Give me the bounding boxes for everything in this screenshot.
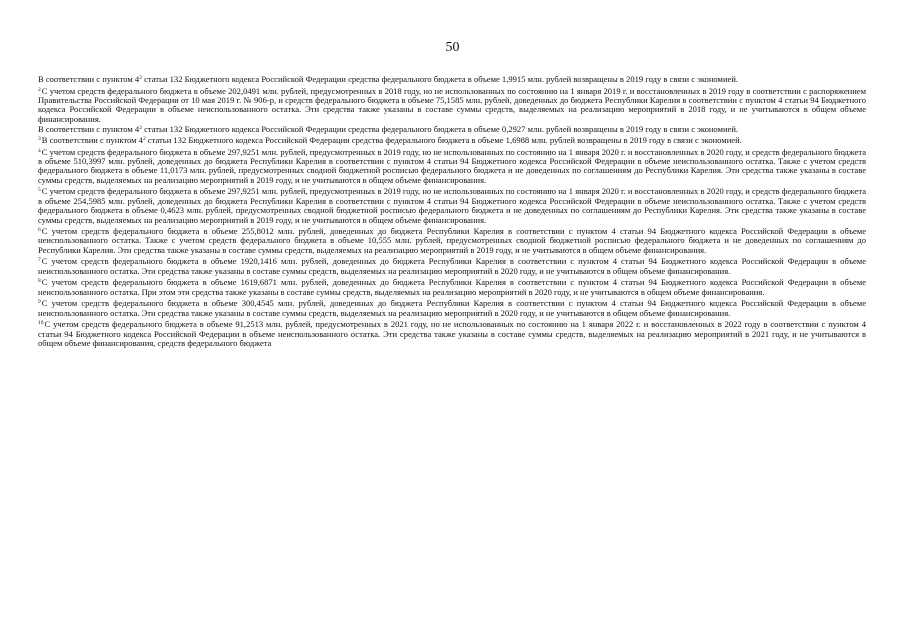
footnote-marker: 4 xyxy=(38,147,41,154)
paragraph: В соответствии с пунктом $4^2$ статьи 132 Бюджетного кодекса Российской Федерации средства федерального бюджета в объеме 0,2927 млн. рублей возвращены в 2019 году в связи с экономией. xyxy=(38,123,739,134)
footnote-marker: 7 xyxy=(38,257,41,264)
footnote: $^3$В соответствии с пунктом $4^2$ статьи 132 Бюджетного кодекса Российской Федерации средства федерального бюджета в объеме 1,6988 млн. рублей возвращены в 2019 году в связи с экономией. xyxy=(38,135,742,146)
footnote-marker: 2 xyxy=(38,86,41,93)
footnote-marker: 5 xyxy=(38,187,41,194)
footnote: $^9$С учетом средств федерального бюджета в объеме 300,4545 млн. рублей, доведенных до бюджета Республики Карелия в соответствии с пунктом 4 статьи 94 Бюджетного кодекса Российской Федерации в объеме неиспользованного остатка. Эти средства также указаны в составе суммы средств, выделяемых на реализацию мероприятий в 2020 году, и не учитываются в общем объеме финансирования. xyxy=(38,298,866,318)
page-number: 50 xyxy=(445,40,460,55)
footnote: $^2$С учетом средств федерального бюджета в объеме 202,0491 млн. рублей, предусмотренных в 2018 году, но не использованных по состоянию на 1 января 2019 г. и восстановленных в 2019 году в соответствии с распоряжением Правительства Российской Федерации от 10 мая 2019 г. № 906-р, и средств федерального бюджета в объеме 75,1585 млн. рублей, доведенных до бюджета Республики Карелия в соответствии с пунктом 4 статьи 94 Бюджетного кодекса Российской Федерации в объеме неиспользованного остатка. Эти средства также указаны в составе суммы средств, выделяемых на реализацию мероприятий в 2018 году, и не учитываются в общем объеме финансирования. xyxy=(38,85,866,124)
footnote-marker: 8 xyxy=(38,278,41,285)
footnote-marker: 3 xyxy=(38,136,41,143)
paragraph: В соответствии с пунктом $4^2$ статьи 132 Бюджетного кодекса Российской Федерации средства федерального бюджета в объеме 1,9915 млн. рублей возвращены в 2019 году в связи с экономией. xyxy=(38,74,739,84)
footnote: $^7$С учетом средств федерального бюджета в объеме 1920,1416 млн. рублей, доведенных до бюджета Республики Карелия в соответствии с пунктом 4 статьи 94 Бюджетного кодекса Российской Федерации в объеме неиспользованного остатка. Эти средства также указаны в составе суммы средств, выделяемых на реализацию мероприятий в 2020 году, и не учитываются в общем объеме финансирования. xyxy=(38,256,866,276)
footnote: $^6$С учетом средств федерального бюджета в объеме 255,8012 млн. рублей, доведенных до бюджета Республики Карелия в соответствии с пунктом 4 статьи 94 Бюджетного кодекса Российской Федерации в объеме неиспользованного остатка. Также с учетом средств федерального бюджета в объеме 10,555 млн. рублей, предусмотренных сводной бюджетной росписью федерального бюджета и не доведенных по соглашениям до Республики Карелия. Эти средства также указаны в составе суммы средств, выделяемых на реализацию мероприятий в 2019 году, и не учитываются в общем объеме финансирования. xyxy=(38,226,866,255)
footnotes-text xyxy=(38,75,866,349)
footnote: $^8$С учетом средств федерального бюджета в объеме 1619,6871 млн. рублей, доведенных до бюджета Республики Карелия в соответствии с пунктом 4 статьи 94 Бюджетного кодекса Российской Федерации в объеме неиспользованного остатка. При этом эти средства также указаны в составе суммы средств, выделяемых на реализацию мероприятий в 2020 году, и не учитываются в общем объеме финансирования. xyxy=(38,277,866,297)
footnote: $^{10}$С учетом средств федерального бюджета в объеме 91,2513 млн. рублей, предусмотренных в 2021 году, но не использованных по состоянию на 1 января 2022 г. и восстановленных в 2022 году в соответствии с пунктом 4 статьи 94 Бюджетного кодекса Российской Федерации в объеме неиспользованного остатка. Эти средства также указаны в составе суммы средств, выделяемых на реализацию мероприятий в 2021 году, и не учитываются в общем объеме финансирования, средств федерального бюджета xyxy=(38,319,866,349)
footnote-marker: 10 xyxy=(38,320,44,327)
footnote-marker: 6 xyxy=(38,227,41,234)
footnote-marker: 9 xyxy=(38,299,41,306)
footnote: $^5$С учетом средств федерального бюджета в объеме 297,9251 млн. рублей, предусмотренных в 2019 году, но не использованных по состоянию на 1 января 2020 г. и восстановленных в 2020 году, и средств федерального бюджета в объеме 254,5985 млн. рублей, доведенных до бюджета Республики Карелия в соответствии с пунктом 4 статьи 94 Бюджетного кодекса Российской Федерации в объеме неиспользованного остатка. Также с учетом средств федерального бюджета в объеме 0,4623 млн. рублей, предусмотренных сводной бюджетной росписью федерального бюджета и не доведенных по соглашениям до Республики Карелия. Эти средства также указаны в составе суммы средств, выделяемых на реализацию мероприятий в 2019 году, и не учитываются в общем объеме финансирования. xyxy=(38,186,866,225)
footnote: $^4$С учетом средств федерального бюджета в объеме 297,9251 млн. рублей, предусмотренных в 2019 году, но не использованных по состоянию на 1 января 2020 г. и восстановленных в 2020 году, и средств федерального бюджета в объеме 510,3997 млн. рублей, доведенных до бюджета Республики Карелия в соответствии с пунктом 4 статьи 94 Бюджетного кодекса Российской Федерации в объеме неиспользованного остатка. Также с учетом средств федерального бюджета в объеме 11,0173 млн. рублей, предусмотренных сводной бюджетной росписью федерального бюджета и не доведенных по соглашениям до Республики Карелия. Эти средства также указаны в составе суммы средств, выделяемых на реализацию мероприятий в 2019 году, и не учитываются в общем объеме финансирования. xyxy=(38,146,866,185)
